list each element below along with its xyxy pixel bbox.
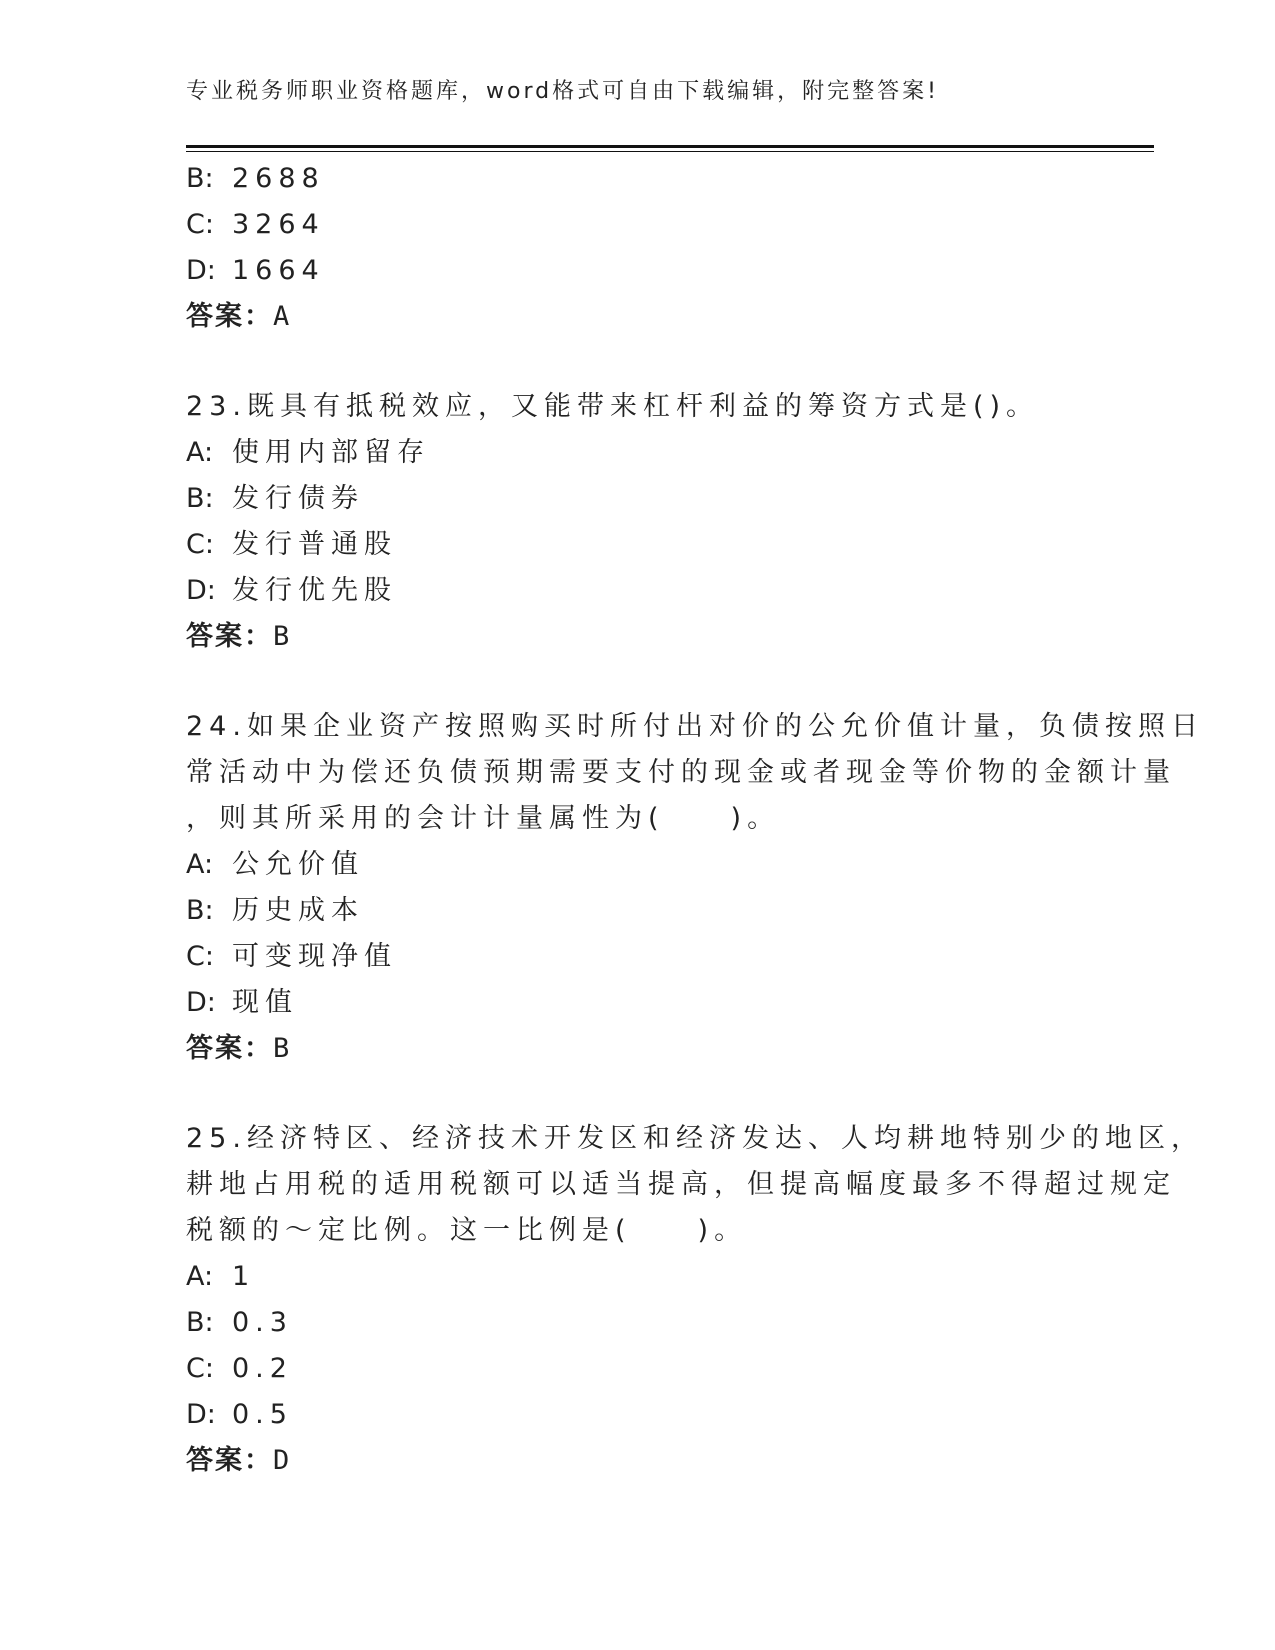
q24-option-b: B: 历史成本 — [186, 895, 364, 926]
question-text-line: ，则其所采用的会计计量属性为( )。 — [186, 803, 781, 834]
header-rule-thin — [186, 151, 1154, 152]
question-25 — [186, 1116, 1204, 1484]
q25-option-b: B: 0.3 — [186, 1307, 293, 1338]
prev-question-block — [186, 156, 1106, 340]
q25-option-c: C: 0.2 — [186, 1353, 293, 1384]
question-text-line: 25.经济特区、经济技术开发区和经济发达、人均耕地特别少的地区， — [186, 1123, 1204, 1154]
question-text-line: 耕地占用税的适用税额可以适当提高，但提高幅度最多不得超过规定 — [186, 1169, 1176, 1200]
spacer — [186, 1072, 1106, 1116]
question-text-line: 常活动中为偿还负债预期需要支付的现金或者现金等价物的金额计量 — [186, 757, 1176, 788]
q24-option-a: A: 公允价值 — [186, 849, 364, 880]
prev-option-c: C: 3264 — [186, 209, 325, 240]
spacer — [186, 660, 1106, 704]
question-text-line: 23.既具有抵税效应，又能带来杠杆利益的筹资方式是()。 — [186, 391, 1040, 422]
q25-option-d: D: 0.5 — [186, 1399, 293, 1430]
page-header: 专业税务师职业资格题库，word格式可自由下载编辑，附完整答案! — [186, 79, 939, 104]
q25-answer: 答案：D — [186, 1445, 292, 1476]
prev-option-d: D: 1664 — [186, 255, 325, 286]
question-23 — [186, 384, 1106, 660]
prev-answer: 答案：A — [186, 301, 292, 332]
q24-answer: 答案：B — [186, 1033, 292, 1064]
question-24 — [186, 704, 1204, 1072]
spacer — [186, 340, 1106, 384]
prev-option-b: B: 2688 — [186, 163, 325, 194]
q23-option-b: B: 发行债券 — [186, 483, 364, 514]
q24-option-d: D: 现值 — [186, 987, 298, 1018]
question-content — [186, 156, 1204, 1484]
q23-option-c: C: 发行普通股 — [186, 529, 397, 560]
q23-answer: 答案：B — [186, 621, 292, 652]
q24-option-c: C: 可变现净值 — [186, 941, 397, 972]
q23-option-a: A: 使用内部留存 — [186, 437, 430, 468]
header-rule-thick — [186, 145, 1154, 148]
question-text-line: 24.如果企业资产按照购买时所付出对价的公允价值计量，负债按照日 — [186, 711, 1204, 742]
q25-option-a: A: 1 — [186, 1261, 256, 1292]
question-text-line: 税额的～定比例。这一比例是( )。 — [186, 1215, 748, 1246]
q23-option-d: D: 发行优先股 — [186, 575, 397, 606]
